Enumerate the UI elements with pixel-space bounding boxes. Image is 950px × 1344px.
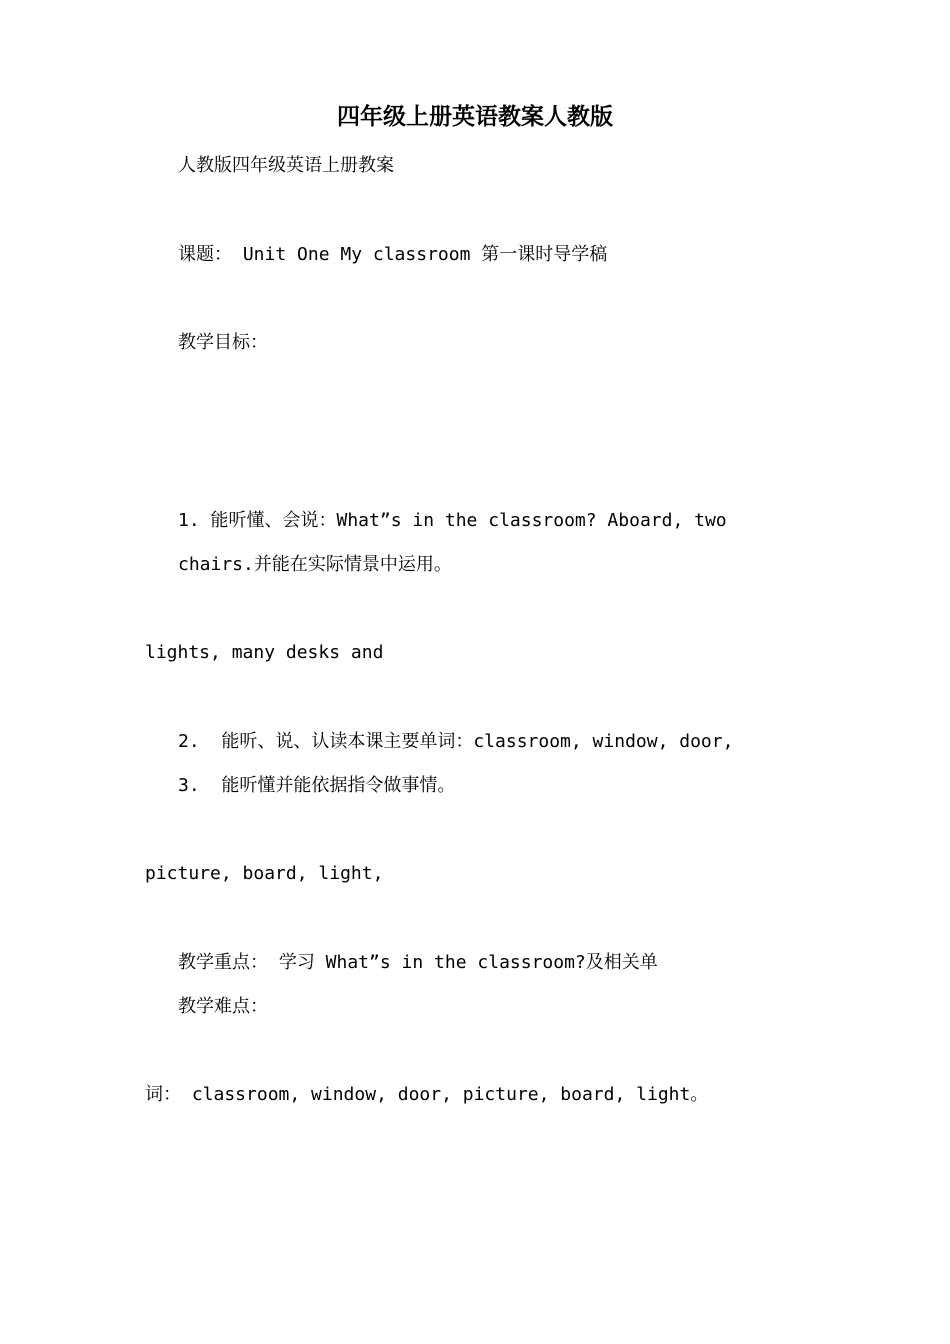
key-points-line-1: 教学重点： 学习 What”s in the classroom?及相关单: [178, 952, 658, 973]
objectives-heading: 教学目标：: [178, 332, 268, 353]
key-points-line-2: 词： classroom, window, door, picture, board, light。: [145, 1084, 709, 1105]
objective-2-line-2: picture, board, light,: [145, 863, 384, 884]
difficulties-heading: 教学难点：: [178, 996, 268, 1017]
objective-2-line-1: 2. 能听、说、认读本课主要单词：classroom, window, door,: [178, 731, 734, 752]
objective-1-line-2: lights, many desks and: [145, 642, 384, 663]
document-title: 四年级上册英语教案人教版: [337, 103, 613, 130]
lesson-topic: 课题： Unit One My classroom 第一课时导学稿: [178, 244, 608, 265]
key-points: [145, 853, 825, 1205]
objective-1-continuation: chairs.并能在实际情景中运用。: [178, 554, 452, 575]
objective-1-line-1: 1. 能听懂、会说：What”s in the classroom? Aboard, two: [178, 510, 727, 531]
objective-3: 3. 能听懂并能依据指令做事情。: [178, 775, 456, 796]
document-subtitle: 人教版四年级英语上册教案: [178, 155, 394, 176]
